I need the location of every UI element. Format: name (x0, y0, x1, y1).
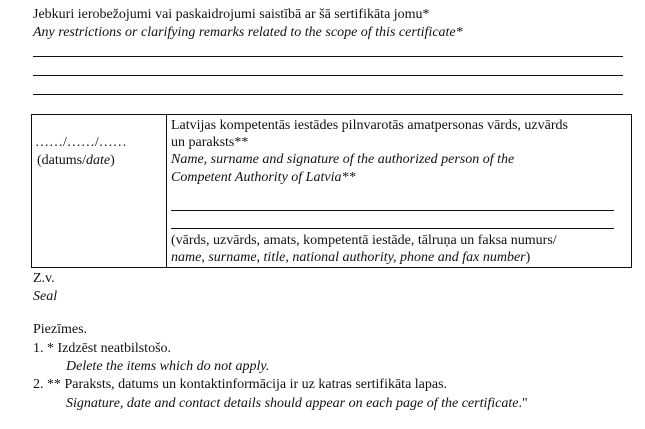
note-1-en: Delete the items which do not apply. (66, 359, 270, 374)
remarks-line-1 (33, 56, 623, 57)
authority-label-lv-2: un paraksts** (171, 135, 249, 150)
contact-label-lv: (vārds, uzvārds, amats, kompetentā iestāde, tālruņa un faksa numurs/ (171, 233, 557, 248)
remarks-line-3 (33, 94, 623, 95)
authority-label-en-1: Name, surname and signature of the authorized person of the (171, 152, 515, 167)
authority-label-lv-1: Latvijas kompetentās iestādes pilnvarotās amatpersonas vārds, uzvārds (171, 118, 568, 133)
authority-label-en-2: Competent Authority of Latvia** (171, 170, 356, 185)
seal-label-lv: Z.v. (33, 271, 55, 286)
signature-table-divider (166, 114, 167, 268)
seal-label-en: Seal (33, 289, 58, 304)
notes-heading: Piezīmes. (33, 322, 88, 337)
restrictions-heading-lv: Jebkuri ierobežojumi vai paskaidrojumi saistībā ar šā sertifikāta jomu* (33, 7, 430, 22)
note-1-lv: 1. * Izdzēst neatbilstošo. (33, 341, 172, 356)
note-2-en: Signature, date and contact details should appear on each page of the certificate." (66, 396, 528, 411)
signature-line-1 (171, 210, 614, 211)
date-label: (datums/date) (37, 153, 115, 168)
restrictions-heading-en: Any restrictions or clarifying remarks related to the scope of this certificate* (33, 25, 463, 40)
date-placeholder: ……/……/…… (35, 135, 127, 150)
signature-line-2 (171, 228, 614, 229)
remarks-line-2 (33, 75, 623, 76)
contact-label-en: name, surname, title, national authority, phone and fax number) (171, 250, 531, 265)
note-2-lv: 2. ** Paraksts, datums un kontaktinformācija ir uz katras sertifikāta lapas. (33, 377, 448, 392)
